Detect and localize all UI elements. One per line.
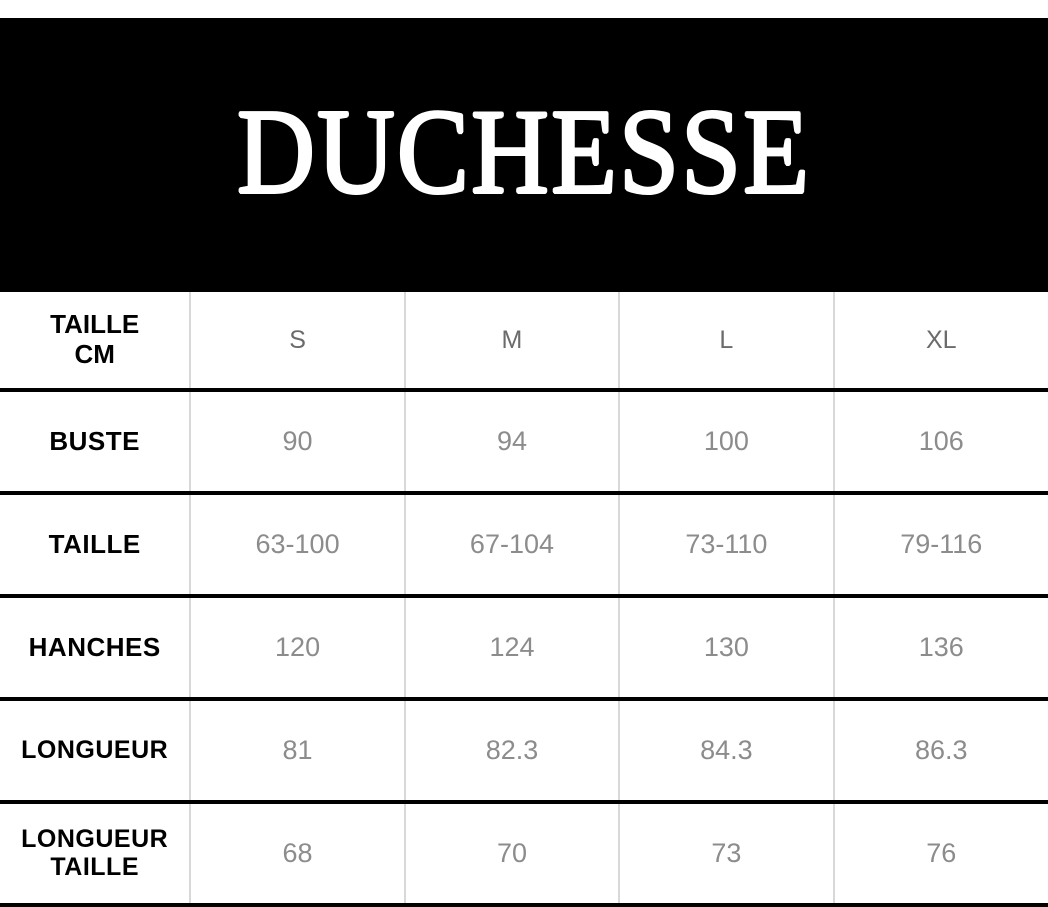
header-size-xl: XL xyxy=(834,290,1048,390)
cell-buste-m: 94 xyxy=(405,390,619,493)
header-label-line1: TAILLE xyxy=(50,309,140,340)
table-row xyxy=(0,493,1048,596)
cell-longueur-m: 82.3 xyxy=(405,699,619,802)
row-label-longueur: LONGUEUR xyxy=(21,735,169,764)
cell-longueur-s: 81 xyxy=(190,699,404,802)
cell-buste-xl: 106 xyxy=(834,390,1048,493)
row-label-longueur-taille xyxy=(0,802,190,905)
cell-longueur-taille-s: 68 xyxy=(190,802,404,905)
cell-hanches-m: 124 xyxy=(405,596,619,699)
cell-taille-l: 73-110 xyxy=(619,493,833,596)
brand-title: DUCHESSE xyxy=(236,85,812,220)
cell-buste-l: 100 xyxy=(619,390,833,493)
row-label-line2: TAILLE xyxy=(50,852,139,881)
cell-taille-s: 63-100 xyxy=(190,493,404,596)
header-label-cell xyxy=(0,290,190,390)
header-size-s: S xyxy=(190,290,404,390)
table-row xyxy=(0,596,1048,699)
cell-hanches-xl: 136 xyxy=(834,596,1048,699)
row-label-hanches: HANCHES xyxy=(28,632,161,663)
header-size-l: L xyxy=(619,290,833,390)
cell-buste-s: 90 xyxy=(190,390,404,493)
cell-hanches-s: 120 xyxy=(190,596,404,699)
row-label-buste: BUSTE xyxy=(49,426,140,457)
brand-banner xyxy=(0,18,1048,288)
table-header-row xyxy=(0,290,1048,390)
cell-longueur-taille-m: 70 xyxy=(405,802,619,905)
size-chart-table xyxy=(0,288,1048,907)
top-margin xyxy=(0,0,1048,18)
header-size-m: M xyxy=(405,290,619,390)
cell-taille-m: 67-104 xyxy=(405,493,619,596)
table-row xyxy=(0,802,1048,905)
header-label-line2: CM xyxy=(74,339,115,369)
table-row xyxy=(0,699,1048,802)
table-row xyxy=(0,390,1048,493)
row-label-taille: TAILLE xyxy=(48,529,141,560)
cell-longueur-xl: 86.3 xyxy=(834,699,1048,802)
cell-longueur-taille-l: 73 xyxy=(619,802,833,905)
cell-longueur-taille-xl: 76 xyxy=(834,802,1048,905)
cell-hanches-l: 130 xyxy=(619,596,833,699)
cell-longueur-l: 84.3 xyxy=(619,699,833,802)
cell-taille-xl: 79-116 xyxy=(834,493,1048,596)
row-label-line1: LONGUEUR xyxy=(21,825,169,853)
